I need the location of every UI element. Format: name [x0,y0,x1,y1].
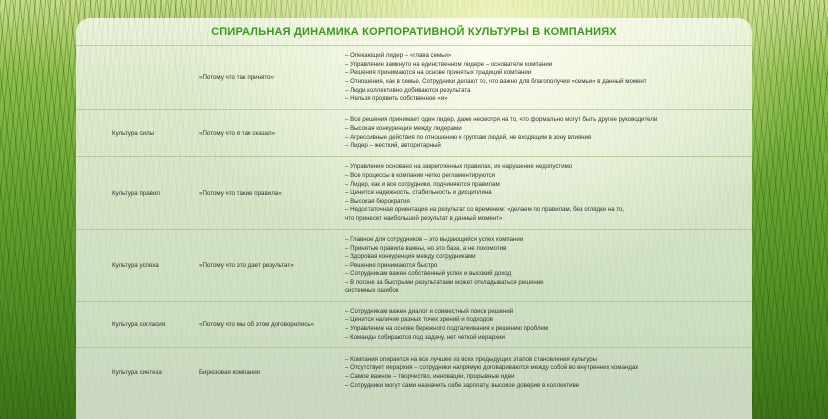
culture-name: Культура согласия [112,321,166,328]
culture-name: Культура синтеза [112,369,162,376]
culture-motto: «Потому что это дает результат» [199,262,294,269]
point: – Управление на основе бережного подталкивания к решению проблем [345,325,549,332]
culture-table-card [76,18,752,419]
culture-name: Культура силы [112,129,155,137]
point: – Сотрудники могут сами назначить себе зарплату, высокое доверие в коллективе [345,381,580,389]
point: что принесет наибольший результат в данный момент» [345,214,503,222]
point: – Нельзя проявить собственное «я» [345,95,448,103]
point: – Сотрудникам важен собственный успех и высокий доход [345,270,512,278]
point: – Все процессы в компании четко регламентируются [345,172,495,180]
table-row [76,229,752,301]
culture-motto: «Потому что я так сказал» [199,129,276,137]
point: – Высокая бюрократия [345,197,410,205]
point: – Люди коллективно добиваются результата [345,86,471,94]
point: – Самое важное – творчество, инновации, прорывные идеи [345,373,515,380]
culture-motto: Бирюзовая компания [199,369,261,376]
table-row [76,156,752,229]
point: – Все решения принимает один лидер, даже несмотря на то, что формально могут быть другие руководители [345,116,658,124]
point: – Принятые правила важны, но это база, а не локомотив [345,244,507,252]
culture-points [345,355,752,390]
page-title: СПИРАЛЬНАЯ ДИНАМИКА КОРПОРАТИВНОЙ КУЛЬТУРЫ В КОМПАНИЯХ [211,25,617,38]
point: – Управление основано на закрепленных правилах, их нарушение недопустимо [345,163,573,171]
point: системных ошибок [345,287,399,295]
point: – Главное для сотрудников – это выдающийся успех компании [345,235,524,243]
point: – Управление замкнуто на единственном лидере – основателе компании [345,60,553,68]
point: – Здоровая конкуренция между сотрудниками [345,253,476,261]
point: – Высокая конкуренция между лидерами [345,124,462,132]
point: – Отношения, как в семье. Сотрудники делают то, что важно для благополучия «семьи» в данный момент [345,78,647,85]
point: – Недостаточная ориентация на результат со временем: «делаем по правилам, без оглядки на то, [345,206,625,214]
point: – Отсутствует иерархия – сотрудники напрямую договариваются между собой во внутренних командах [345,364,639,372]
point: – Ценится наличие разных точек зрений и подходов [345,316,493,324]
culture-motto: «Потому что мы об этом договорились» [199,321,315,328]
point: – Лидер – жесткий, авторитарный [345,142,441,150]
point: – Ценится надежность, стабильность и дисциплина [345,189,492,197]
culture-name: Культура успеха [112,262,159,269]
point: – Лидер, как и все сотрудники, подчиняются правилам [345,180,500,188]
point: – Решения принимаются быстро [345,261,438,269]
point: – Агрессивные действия по отношению к группам людей, не входящим в зону влияния [345,133,592,141]
culture-points [345,307,752,342]
table-row [76,45,752,109]
table-row [76,109,752,156]
table-row [76,347,752,397]
point: – Сотрудникам важен диалог и совместный поиск решений [345,307,514,315]
culture-points [345,51,752,104]
point: – Опекающий лидер – «глава семьи» [345,52,452,60]
point: – Компания опирается на все лучшее из всех предыдущих этапов становления культуры [345,355,598,363]
culture-motto: «Потому что так принято» [199,74,274,81]
culture-points [345,235,752,296]
point: – Решения принимаются на основе принятых традиций компании [345,69,532,77]
point: – Команды собираются под задачу, нет четкой иерархии [345,333,505,341]
table-row [76,301,752,347]
culture-motto: «Потому что такие правила» [199,189,282,197]
culture-points [345,115,752,150]
culture-points [345,162,752,223]
point: – В погоне за быстрыми результатами может откладываться решение [345,278,544,286]
culture-name: Культура правил [112,189,161,197]
